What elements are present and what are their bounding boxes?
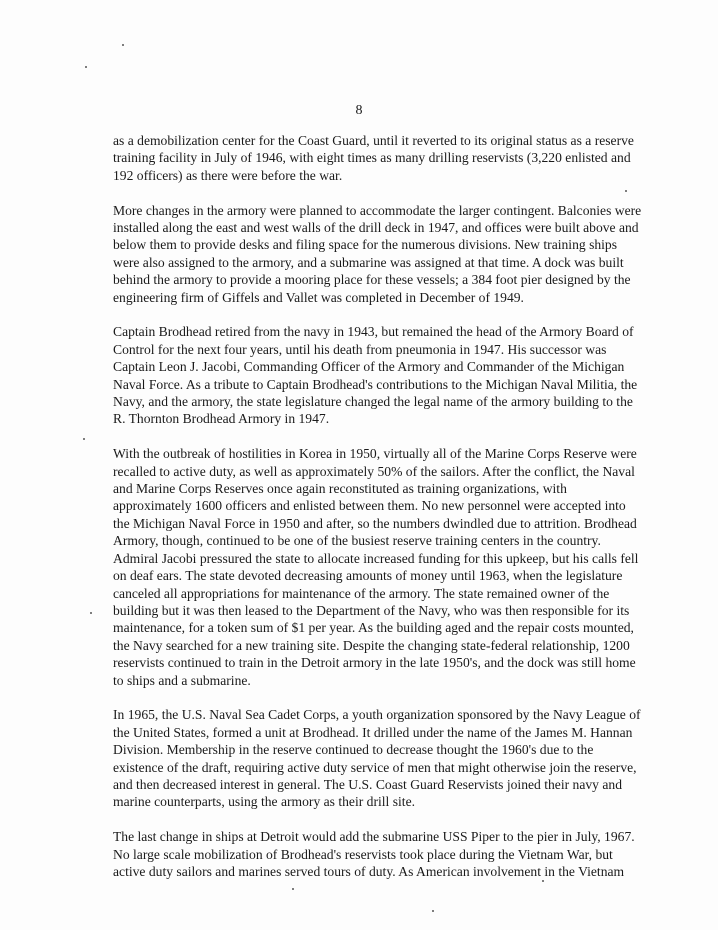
text-line: canceled all appropriations for maintenance of the armory. The state remained owner of the bbox=[113, 585, 610, 601]
text-line: installed along the east and west walls of the drill deck in 1947, and offices were built above and bbox=[113, 220, 639, 236]
text-line: building but it was then leased to the Department of the Navy, who was then responsible for its bbox=[113, 602, 630, 618]
text-line: were also assigned to the armory, and a submarine was assigned at that time. A dock was built bbox=[113, 254, 624, 270]
text-line: 192 officers) as there were before the war. bbox=[113, 167, 343, 183]
text-line: behind the armory to provide a mooring place for these vessels; a 384 foot pier designed by the bbox=[113, 272, 631, 288]
document-body bbox=[113, 132, 661, 898]
text-line: existence of the draft, requiring active duty service of men that might otherwise join the reserve, bbox=[113, 759, 637, 775]
scan-speck bbox=[83, 438, 85, 440]
text-line: below them to provide desks and filing space for the numerous divisions. New training ships bbox=[113, 237, 618, 253]
text-line: the Navy searched for a new training site. Despite the changing state-federal relationship, 1200 bbox=[113, 637, 630, 653]
scan-speck bbox=[85, 66, 87, 68]
scan-speck bbox=[90, 612, 92, 614]
text-line: Captain Leon J. Jacobi, Commanding Officer of the Armory and Commander of the Michigan bbox=[113, 359, 625, 375]
text-line: reservists continued to train in the Detroit armory in the late 1950's, and the dock was still home bbox=[113, 655, 636, 671]
text-line: Armory, though, continued to be one of the busiest reserve training centers in the country. bbox=[113, 533, 601, 549]
text-line: to ships and a submarine. bbox=[113, 672, 251, 688]
text-line: Division. Membership in the reserve continued to decrease thought the 1960's due to the bbox=[113, 742, 594, 758]
text-line: Control for the next four years, until his death from pneumonia in 1947. His successor was bbox=[113, 341, 607, 357]
text-line: engineering firm of Giffels and Vallet was completed in December of 1949. bbox=[113, 289, 524, 305]
text-line: Admiral Jacobi pressured the state to allocate increased funding for this upkeep, but his calls fell bbox=[113, 550, 639, 566]
text-line: and then decreased interest in general. The U.S. Coast Guard Reservists joined their navy and bbox=[113, 776, 622, 792]
paragraph-1 bbox=[113, 132, 661, 184]
page-number: 8 bbox=[355, 103, 363, 118]
text-line: on deaf ears. The state devoted decreasing amounts of money until 1963, when the legislature bbox=[113, 568, 623, 584]
text-line: active duty sailors and marines served tours of duty. As American involvement in the Vietnam bbox=[113, 863, 625, 879]
text-line: recalled to active duty, as well as approximately 50% of the sailors. After the conflict, the Naval bbox=[113, 463, 635, 479]
text-line: the Michigan Naval Force in 1950 and after, so the numbers dwindled due to attrition. Brodhead bbox=[113, 515, 637, 531]
text-line: as a demobilization center for the Coast Guard, until it reverted to its original status as a reserve bbox=[113, 133, 634, 148]
text-line: Navy, and the armory, the state legislature changed the legal name of the armory building to the bbox=[113, 394, 633, 410]
paragraph-3 bbox=[113, 323, 661, 427]
text-line: The last change in ships at Detroit would add the submarine USS Piper to the pier in July, 1967. bbox=[113, 829, 635, 845]
text-line: marine counterparts, using the armory as their drill site. bbox=[113, 794, 415, 810]
text-line: the United States, formed a unit at Brodhead. It drilled under the name of the James M. Hannan bbox=[113, 724, 633, 740]
paragraph-4 bbox=[113, 445, 661, 689]
paragraph-5 bbox=[113, 706, 661, 810]
paragraph-6 bbox=[113, 828, 661, 880]
scan-speck bbox=[122, 44, 124, 46]
scan-speck bbox=[432, 910, 434, 912]
text-line: approximately 1600 officers and enlisted between them. No new personnel were accepted into bbox=[113, 498, 626, 514]
text-line: maintenance, for a token sum of $1 per year. As the building aged and the repair costs mounted, bbox=[113, 620, 634, 636]
text-line: training facility in July of 1946, with eight times as many drilling reservists (3,220 enlisted and bbox=[113, 150, 631, 166]
text-line: R. Thornton Brodhead Armory in 1947. bbox=[113, 411, 330, 427]
text-line: and Marine Corps Reserves once again reconstituted as training organizations, with bbox=[113, 481, 567, 497]
text-line: In 1965, the U.S. Naval Sea Cadet Corps, a youth organization sponsored by the Navy League of bbox=[113, 707, 641, 723]
text-line: Captain Brodhead retired from the navy in 1943, but remained the head of the Armory Board of bbox=[113, 324, 634, 340]
paragraph-2 bbox=[113, 202, 661, 306]
text-line: More changes in the armory were planned to accommodate the larger contingent. Balconies were bbox=[113, 202, 642, 218]
text-line: With the outbreak of hostilities in Korea in 1950, virtually all of the Marine Corps Reserve were bbox=[113, 446, 637, 462]
text-line: Naval Force. As a tribute to Captain Brodhead's contributions to the Michigan Naval Militia, the bbox=[113, 376, 638, 392]
text-line: No large scale mobilization of Brodhead's reservists took place during the Vietnam War, but bbox=[113, 846, 613, 862]
